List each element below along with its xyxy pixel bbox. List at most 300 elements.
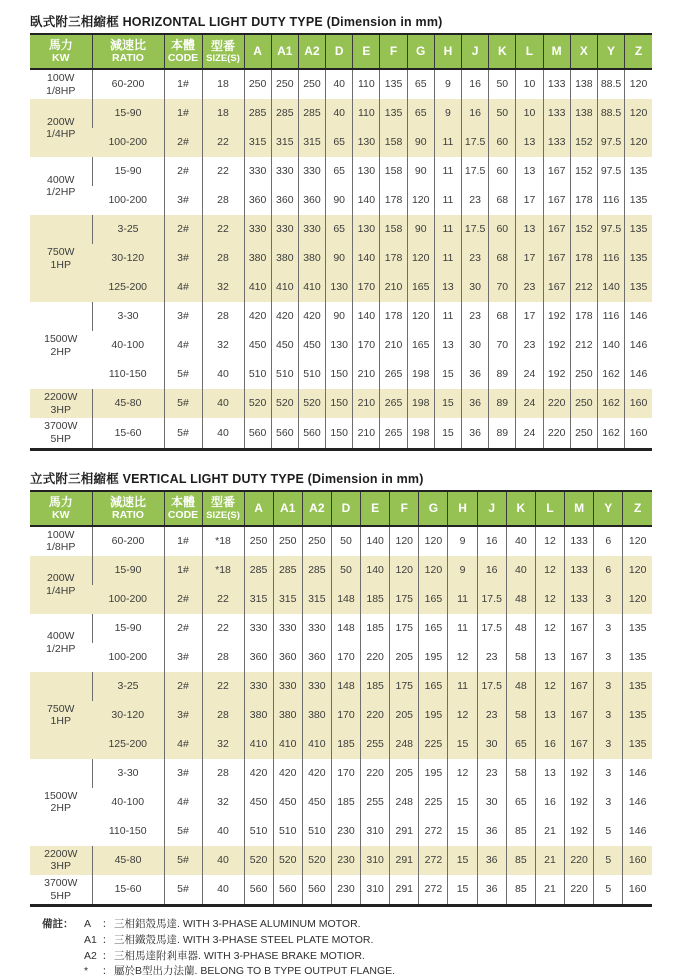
dimension-value-cell: 167: [565, 701, 594, 730]
dimension-value-cell: 90: [326, 302, 353, 331]
dimension-value-cell: 30: [462, 331, 489, 360]
dimension-value-cell: 520: [271, 389, 298, 418]
dimension-value-cell: 420: [244, 302, 271, 331]
dimension-value-cell: 133: [543, 128, 570, 157]
ratio-cell: 15-90: [92, 157, 164, 186]
dimension-value-cell: 146: [625, 360, 652, 389]
dimension-value-cell: 70: [489, 331, 516, 360]
dimension-value-cell: 167: [565, 643, 594, 672]
dimension-value-cell: 185: [361, 672, 390, 701]
size-cell: 22: [202, 672, 244, 701]
dimension-value-cell: 135: [623, 730, 652, 759]
ratio-cell: 100-200: [108, 650, 148, 663]
dimension-value-cell: 90: [407, 215, 434, 244]
code-cell: 2#: [164, 585, 202, 614]
dimension-value-cell: 285: [273, 556, 302, 585]
dimension-value-cell: 167: [543, 244, 570, 273]
dimension-value-cell: 15: [448, 846, 477, 875]
dimension-value-cell: 330: [273, 614, 302, 643]
dimension-value-cell: 510: [273, 817, 302, 846]
dimension-value-cell: 10: [516, 69, 543, 99]
dimension-value-cell: 291: [390, 875, 419, 906]
dimension-value-cell: 420: [244, 759, 273, 788]
power-cell: 100W 1/8HP: [46, 528, 76, 554]
dimension-value-cell: 315: [244, 128, 271, 157]
power-cell: 200W 1/4HP: [30, 99, 92, 157]
dimension-value-cell: 135: [625, 157, 652, 186]
dimension-column-header: D: [331, 491, 360, 526]
size-cell: 40: [202, 817, 244, 846]
dimension-value-cell: 178: [380, 186, 407, 215]
dimension-value-cell: 220: [565, 875, 594, 906]
ratio-cell: 45-80: [92, 846, 164, 875]
dimension-column-header: A: [244, 491, 273, 526]
dimension-value-cell: 410: [244, 273, 271, 302]
dimension-value-cell: 520: [244, 389, 271, 418]
footnote-line: [42, 917, 652, 933]
dimension-value-cell: 24: [516, 360, 543, 389]
dimension-column-header: A: [244, 34, 271, 69]
dimension-value-cell: 330: [302, 614, 331, 643]
dimension-value-cell: 135: [625, 244, 652, 273]
dimension-value-cell: 167: [543, 186, 570, 215]
dimension-value-cell: 135: [625, 186, 652, 215]
dimension-value-cell: 205: [390, 701, 419, 730]
dimension-value-cell: 5: [594, 817, 623, 846]
dimension-value-cell: 192: [565, 817, 594, 846]
dimension-value-cell: 230: [331, 846, 360, 875]
dimension-value-cell: 165: [419, 614, 448, 643]
dimension-value-cell: 120: [625, 128, 652, 157]
dimension-value-cell: 178: [570, 302, 597, 331]
dimension-value-cell: 130: [353, 128, 380, 157]
dimension-value-cell: 36: [462, 418, 489, 449]
dimension-value-cell: 16: [462, 99, 489, 128]
column-header: 馬力 KW: [30, 491, 92, 526]
dimension-column-header: A2: [302, 491, 331, 526]
dimension-value-cell: 560: [244, 418, 271, 449]
ratio-cell: 15-90: [92, 556, 164, 585]
dimension-value-cell: 120: [623, 585, 652, 614]
size-cell: 18: [202, 99, 244, 128]
power-cell: 750W 1HP: [30, 672, 92, 759]
dimension-value-cell: 420: [271, 302, 298, 331]
dimension-value-cell: 48: [506, 672, 535, 701]
size-cell: 28: [202, 244, 244, 273]
dimension-value-cell: 230: [331, 817, 360, 846]
dimension-value-cell: 16: [462, 69, 489, 99]
dimension-value-cell: 146: [625, 302, 652, 331]
dimension-value-cell: 420: [298, 302, 325, 331]
column-header: 馬力 KW: [30, 34, 92, 69]
dimension-value-cell: 110: [353, 69, 380, 99]
dimension-value-cell: 3: [594, 672, 623, 701]
dimension-value-cell: 510: [244, 817, 273, 846]
dimension-value-cell: 380: [302, 701, 331, 730]
dimension-value-cell: 225: [419, 730, 448, 759]
dimension-value-cell: 130: [326, 273, 353, 302]
dimension-column-header: D: [326, 34, 353, 69]
ratio-cell: 15-90: [92, 99, 164, 128]
dimension-value-cell: 130: [353, 157, 380, 186]
dimension-value-cell: 170: [353, 273, 380, 302]
dimension-value-cell: 3: [594, 643, 623, 672]
dimension-value-cell: 250: [271, 69, 298, 99]
size-cell: 28: [202, 186, 244, 215]
dimension-value-cell: 6: [594, 526, 623, 556]
dimension-value-cell: 140: [361, 526, 390, 556]
dimension-value-cell: 265: [380, 360, 407, 389]
dimension-value-cell: 450: [302, 788, 331, 817]
dimension-value-cell: 40: [326, 69, 353, 99]
dimension-value-cell: 192: [543, 302, 570, 331]
dimension-value-cell: 220: [565, 846, 594, 875]
column-header: 本體 CODE: [164, 491, 202, 526]
code-cell: 5#: [164, 389, 202, 418]
dimension-value-cell: 380: [244, 701, 273, 730]
ratio-cell: 3-30: [92, 302, 164, 331]
dimension-value-cell: 120: [625, 69, 652, 99]
dimension-value-cell: 6: [594, 556, 623, 585]
dimension-value-cell: 40: [326, 99, 353, 128]
dimension-value-cell: 162: [597, 360, 624, 389]
dimension-value-cell: 24: [516, 418, 543, 449]
dimension-value-cell: 170: [331, 759, 360, 788]
dimension-value-cell: 330: [271, 215, 298, 244]
footnote-prefix: [42, 964, 84, 980]
dimension-value-cell: 248: [390, 788, 419, 817]
dimension-value-cell: 60: [489, 128, 516, 157]
dimension-value-cell: 23: [462, 244, 489, 273]
dimension-value-cell: 3: [594, 701, 623, 730]
dimension-value-cell: 3: [594, 730, 623, 759]
dimension-value-cell: 85: [506, 875, 535, 906]
dimension-value-cell: 90: [407, 128, 434, 157]
size-cell: 22: [202, 215, 244, 244]
dimension-value-cell: 250: [273, 526, 302, 556]
footnote-line: [42, 949, 652, 965]
dimension-value-cell: 13: [535, 701, 564, 730]
dimension-value-cell: 360: [273, 643, 302, 672]
code-cell: 5#: [164, 360, 202, 389]
size-cell: 40: [202, 846, 244, 875]
dimension-value-cell: 65: [326, 215, 353, 244]
dimension-value-cell: 210: [353, 389, 380, 418]
dimension-value-cell: 360: [298, 186, 325, 215]
dimension-value-cell: 21: [535, 817, 564, 846]
dimension-value-cell: 120: [390, 526, 419, 556]
dimension-value-cell: 9: [448, 526, 477, 556]
ratio-cell: 30-120: [92, 244, 164, 273]
dimension-value-cell: 120: [625, 99, 652, 128]
power-cell: 100W 1/8HP: [46, 71, 76, 97]
dimension-value-cell: 315: [302, 585, 331, 614]
dimension-column-header: M: [543, 34, 570, 69]
dimension-value-cell: 315: [298, 128, 325, 157]
dimension-value-cell: 60: [489, 157, 516, 186]
dimension-value-cell: 410: [302, 730, 331, 759]
dimension-value-cell: 330: [244, 614, 273, 643]
dimension-value-cell: 138: [570, 69, 597, 99]
dimension-value-cell: 30: [462, 273, 489, 302]
column-header: 本體 CODE: [164, 34, 202, 69]
size-cell: 32: [202, 273, 244, 302]
dimension-value-cell: 58: [506, 643, 535, 672]
dimension-value-cell: 17: [516, 186, 543, 215]
dimension-value-cell: 360: [244, 186, 271, 215]
footnote-separator: ：: [102, 933, 113, 946]
dimension-value-cell: 120: [623, 526, 652, 556]
dimension-value-cell: 3: [594, 614, 623, 643]
dimension-value-cell: 220: [361, 701, 390, 730]
spec-row: [30, 672, 652, 701]
dimension-value-cell: 58: [506, 759, 535, 788]
dimension-value-cell: 410: [244, 730, 273, 759]
dimension-value-cell: 9: [434, 69, 461, 99]
dimension-value-cell: 192: [543, 360, 570, 389]
dimension-value-cell: 116: [597, 302, 624, 331]
dimension-value-cell: 285: [244, 556, 273, 585]
dimension-value-cell: 15: [434, 360, 461, 389]
footnote-key: *: [84, 965, 89, 978]
dimension-value-cell: 135: [623, 701, 652, 730]
ratio-cell: 3-25: [92, 672, 164, 701]
code-cell: 5#: [164, 846, 202, 875]
dimension-column-header: G: [419, 491, 448, 526]
dimension-value-cell: 330: [298, 157, 325, 186]
dimension-column-header: F: [380, 34, 407, 69]
dimension-value-cell: 65: [326, 128, 353, 157]
dimension-value-cell: 310: [361, 846, 390, 875]
ratio-cell: 110-150: [108, 824, 147, 837]
dimension-value-cell: 152: [570, 157, 597, 186]
dimension-value-cell: 146: [623, 817, 652, 846]
code-cell: 2#: [164, 128, 202, 157]
dimension-value-cell: 250: [244, 526, 273, 556]
dimension-value-cell: 250: [302, 526, 331, 556]
size-cell: 32: [202, 788, 244, 817]
dimension-value-cell: 30: [477, 788, 506, 817]
code-cell: 3#: [164, 302, 202, 331]
dimension-column-header: F: [390, 491, 419, 526]
size-cell: 40: [202, 418, 244, 449]
ratio-cell: 110-150: [108, 368, 147, 381]
dimension-value-cell: 70: [489, 273, 516, 302]
dimension-value-cell: 165: [407, 273, 434, 302]
dimension-value-cell: 510: [271, 360, 298, 389]
dimension-value-cell: 17.5: [477, 585, 506, 614]
dimension-value-cell: 167: [565, 614, 594, 643]
dimension-value-cell: 36: [477, 817, 506, 846]
dimension-value-cell: 50: [331, 556, 360, 585]
dimension-value-cell: 330: [273, 672, 302, 701]
dimension-value-cell: 133: [565, 526, 594, 556]
dimension-value-cell: 13: [434, 331, 461, 360]
column-header: 型番 SIZE(S): [202, 491, 244, 526]
dimension-value-cell: 220: [543, 418, 570, 449]
code-cell: 4#: [164, 331, 202, 360]
dimension-value-cell: 560: [271, 418, 298, 449]
code-cell: 2#: [164, 215, 202, 244]
dimension-value-cell: 23: [477, 643, 506, 672]
spec-row: [30, 817, 652, 846]
dimension-value-cell: 15: [448, 875, 477, 906]
dimension-value-cell: 48: [506, 585, 535, 614]
vertical-table-title: 立式附三相縮框 VERTICAL LIGHT DUTY TYPE (Dimension in mm): [30, 471, 424, 486]
power-cell: 3700W 5HP: [44, 420, 78, 445]
dimension-value-cell: 140: [353, 186, 380, 215]
dimension-column-header: H: [434, 34, 461, 69]
vertical-dimension-table: [30, 490, 652, 908]
ratio-cell: 3-30: [92, 759, 164, 788]
dimension-value-cell: 210: [380, 273, 407, 302]
dimension-value-cell: 13: [434, 273, 461, 302]
footnotes: [42, 917, 652, 980]
dimension-value-cell: 133: [543, 99, 570, 128]
ratio-cell: 45-80: [92, 389, 164, 418]
footnote-text: 三相馬達附剎車器. WITH 3-PHASE BRAKE MOTIOR.: [114, 949, 365, 962]
dimension-value-cell: 380: [273, 701, 302, 730]
dimension-value-cell: 148: [331, 672, 360, 701]
dimension-value-cell: 198: [407, 418, 434, 449]
dimension-value-cell: 212: [570, 273, 597, 302]
dimension-value-cell: 23: [477, 759, 506, 788]
dimension-value-cell: 192: [565, 788, 594, 817]
dimension-value-cell: 198: [407, 360, 434, 389]
footnote-prefix: 備註：: [42, 918, 74, 931]
dimension-value-cell: 65: [407, 99, 434, 128]
dimension-column-header: A1: [273, 491, 302, 526]
spec-row: [30, 273, 652, 302]
spec-row: [30, 759, 652, 788]
ratio-cell: 40-100: [111, 795, 145, 808]
dimension-value-cell: 152: [570, 215, 597, 244]
footnote-line: [42, 933, 652, 949]
dimension-column-header: A1: [271, 34, 298, 69]
power-cell: 2200W 3HP: [30, 389, 92, 418]
dimension-value-cell: 135: [380, 69, 407, 99]
dimension-value-cell: 410: [273, 730, 302, 759]
spec-row: [30, 186, 652, 215]
dimension-value-cell: 135: [625, 273, 652, 302]
dimension-value-cell: 291: [390, 817, 419, 846]
ratio-cell: 100-200: [108, 194, 148, 207]
spec-row: [30, 526, 652, 556]
dimension-value-cell: 360: [271, 186, 298, 215]
dimension-value-cell: 120: [407, 302, 434, 331]
dimension-value-cell: 178: [570, 186, 597, 215]
dimension-value-cell: 380: [298, 244, 325, 273]
dimension-value-cell: 175: [390, 672, 419, 701]
power-cell: 1500W 2HP: [44, 789, 78, 815]
dimension-value-cell: 17.5: [477, 672, 506, 701]
dimension-column-header: Y: [594, 491, 623, 526]
dimension-value-cell: 170: [331, 643, 360, 672]
dimension-value-cell: 60: [489, 215, 516, 244]
dimension-value-cell: 170: [353, 331, 380, 360]
dimension-value-cell: 9: [434, 99, 461, 128]
dimension-value-cell: 140: [353, 302, 380, 331]
dimension-column-header: J: [462, 34, 489, 69]
code-cell: 5#: [164, 875, 202, 906]
dimension-value-cell: 48: [506, 614, 535, 643]
power-cell: 200W 1/4HP: [30, 556, 92, 614]
dimension-value-cell: 12: [448, 759, 477, 788]
spec-row: [30, 846, 652, 875]
ratio-cell: 100-200: [92, 585, 164, 614]
dimension-value-cell: 195: [419, 643, 448, 672]
dimension-value-cell: 36: [477, 875, 506, 906]
dimension-value-cell: 88.5: [597, 99, 624, 128]
dimension-value-cell: 192: [565, 759, 594, 788]
dimension-value-cell: 58: [506, 701, 535, 730]
dimension-value-cell: 11: [448, 672, 477, 701]
dimension-value-cell: 13: [516, 128, 543, 157]
dimension-value-cell: 210: [353, 418, 380, 449]
dimension-value-cell: 68: [489, 302, 516, 331]
dimension-value-cell: 185: [331, 730, 360, 759]
code-cell: 2#: [164, 157, 202, 186]
spec-row: [30, 331, 652, 360]
dimension-value-cell: 330: [302, 672, 331, 701]
code-cell: 3#: [164, 759, 202, 788]
dimension-value-cell: 175: [390, 585, 419, 614]
dimension-value-cell: 15: [434, 389, 461, 418]
dimension-value-cell: 330: [244, 672, 273, 701]
dimension-value-cell: 146: [623, 788, 652, 817]
dimension-value-cell: 420: [273, 759, 302, 788]
dimension-value-cell: 510: [302, 817, 331, 846]
dimension-value-cell: 167: [543, 215, 570, 244]
dimension-value-cell: 24: [516, 389, 543, 418]
dimension-value-cell: 135: [625, 215, 652, 244]
spec-row: [30, 157, 652, 186]
dimension-value-cell: 315: [273, 585, 302, 614]
dimension-value-cell: 90: [326, 186, 353, 215]
dimension-value-cell: 330: [244, 157, 271, 186]
code-cell: 3#: [164, 244, 202, 273]
dimension-value-cell: 120: [623, 556, 652, 585]
dimension-value-cell: 17: [516, 244, 543, 273]
code-cell: 5#: [164, 418, 202, 449]
ratio-cell: 40-100: [111, 339, 145, 352]
dimension-value-cell: 23: [462, 302, 489, 331]
dimension-value-cell: 330: [271, 157, 298, 186]
dimension-value-cell: 12: [535, 614, 564, 643]
dimension-value-cell: 450: [271, 331, 298, 360]
dimension-value-cell: 12: [535, 585, 564, 614]
dimension-value-cell: 560: [273, 875, 302, 906]
footnote-text: 三相鋁殼馬達. WITH 3-PHASE ALUMINUM MOTOR.: [114, 918, 361, 931]
dimension-value-cell: 178: [380, 302, 407, 331]
dimension-value-cell: 10: [516, 99, 543, 128]
dimension-value-cell: 89: [489, 360, 516, 389]
dimension-value-cell: 520: [302, 846, 331, 875]
dimension-value-cell: 520: [244, 846, 273, 875]
dimension-value-cell: 65: [506, 788, 535, 817]
dimension-value-cell: 165: [419, 672, 448, 701]
dimension-value-cell: 36: [462, 389, 489, 418]
spec-row: [30, 215, 652, 244]
dimension-value-cell: 116: [597, 186, 624, 215]
dimension-value-cell: 230: [331, 875, 360, 906]
dimension-value-cell: 11: [434, 128, 461, 157]
ratio-cell: 60-200: [92, 69, 164, 99]
dimension-value-cell: 315: [271, 128, 298, 157]
ratio-cell: 3-25: [92, 215, 164, 244]
spec-row: [30, 69, 652, 99]
dimension-value-cell: 150: [326, 418, 353, 449]
